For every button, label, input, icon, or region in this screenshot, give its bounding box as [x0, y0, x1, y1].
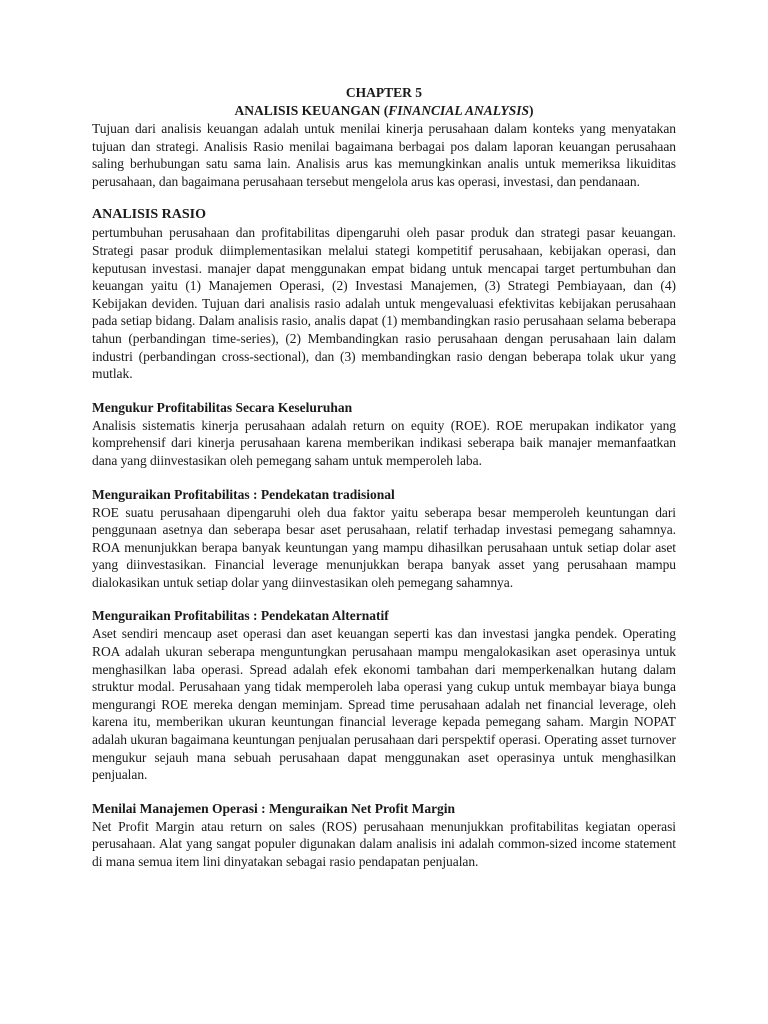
section-heading: Menilai Manajemen Operasi : Menguraikan Net Profit Margin [92, 800, 456, 816]
section-body: Aset sendiri mencaup aset operasi dan aset keuangan seperti kas dan investasi jangka pendek. Operating ROA adalah ukuran seberapa menguntungkan perusahaan mampu mengalokasikan aset operasinya untuk menghasilkan laba operasi. Spread adalah efek ekonomi tambahan dari memperkenalkan hutang dalam struktur modal. Perusahaan yang tidak memperoleh laba operasi yang cukup untuk membayar biaya bunga mengurangi ROE mereka dengan meminjam. Spread time perusahaan adalah net financial leverage, oleh karena itu, memberikan ukuran keuntungan financial leverage kepada pemegang saham. Margin NOPAT adalah ukuran bagaimana keuntungan penjualan perusahaan dari perspektif operasi. Operating asset turnover mengukur sejauh mana sebuah perusahaan dapat menggunakan aset operasinya untuk menghasilkan penjualan. [92, 626, 676, 783]
intro-paragraph: Tujuan dari analisis keuangan adalah untuk menilai kinerja perusahaan dalam konteks yang menyatakan tujuan dan strategi. Analisis Rasio menilai bagaimana berbagai pos dalam laporan keuangan perusahaan saling berhubungan satu sama lain. Analisis arus kas memungkinkan analis untuk memeriksa likuiditas perusahaan, dan bagaimana perusahaan tersebut mengelola arus kas operasi, investasi, dan pendanaan. [92, 121, 676, 189]
section-analisis-rasio [92, 206, 676, 382]
chapter-subtitle-italic: FINANCIAL ANALYSIS [388, 103, 529, 118]
section-pendekatan-tradisional [92, 486, 676, 592]
section-heading: Mengukur Profitabilitas Secara Keseluruhan [92, 399, 353, 415]
section-pendekatan-alternatif [92, 607, 676, 783]
section-body: Net Profit Margin atau return on sales (ROS) perusahaan menunjukkan profitabilitas kegiatan operasi perusahaan. Alat yang sangat populer digunakan dalam analisis ini adalah common-sized income statement di mana semua item lini dinyatakan sebagai rasio pendapatan penjualan. [92, 818, 676, 869]
section-heading: ANALISIS RASIO [92, 207, 206, 223]
section-body: ROE suatu perusahaan dipengaruhi oleh dua faktor yaitu seberapa besar memperoleh keuntungan dari penggunaan asetnya dan seberapa besar aset perusahaan, relatif terhadap investasi pemegang sahamnya. ROA menunjukkan berapa banyak keuntungan yang mampu dihasilkan perusahaan untuk setiap dolar aset yang diinvestasikan. Financial leverage menunjukkan berapa banyak asset yang perusahaan mampu dialokasikan untuk setiap dolar yang diinvestasikan oleh pemegang sahamnya. [92, 504, 676, 590]
chapter-subtitle-prefix: ANALISIS KEUANGAN ( [234, 103, 389, 118]
section-mengukur-profitabilitas [92, 399, 676, 470]
section-body: pertumbuhan perusahaan dan profitabilitas dipengaruhi oleh pasar produk dan strategi pasar keuangan. Strategi pasar produk diimplementasikan melalui stategi kompetitif perusahaan, kebijakan operasi, dan keputusan investasi. manajer dapat menggunakan empat bidang untuk mencapai target pertumbuhan dan keuangan yaitu (1) Manajemen Operasi, (2) Investasi Manajemen, (3) Strategi Pembiayaan, dan (4) Kebijakan deviden. Tujuan dari analisis rasio adalah untuk mengevaluasi efektivitas kebijakan perusahaan pada setiap bidang. Dalam analisis rasio, analis dapat (1) membandingkan rasio perusahaan selama beberapa tahun (perbandingan time-series), (2) Membandingkan rasio perusahaan dengan perusahaan lain dalam industri (perbandingan cross-sectional), dan (3) membandingkan rasio dengan beberapa tolak ukur yang mutlak. [92, 225, 676, 382]
section-heading: Menguraikan Profitabilitas : Pendekatan Alternatif [92, 608, 389, 624]
chapter-title: CHAPTER 5 [345, 85, 423, 100]
chapter-subtitle [92, 102, 676, 120]
section-manajemen-operasi [92, 800, 676, 871]
document-page [92, 84, 676, 871]
chapter-subtitle-suffix: ) [528, 103, 534, 118]
section-heading: Menguraikan Profitabilitas : Pendekatan tradisional [92, 486, 395, 502]
section-body: Analisis sistematis kinerja perusahaan adalah return on equity (ROE). ROE merupakan indikator yang komprehensif dari kinerja perusahaan karena memberikan indikasi seberapa baik manajer memanfaatkan dana yang diinvestasikan oleh pemegang saham untuk memperoleh laba. [92, 417, 676, 468]
